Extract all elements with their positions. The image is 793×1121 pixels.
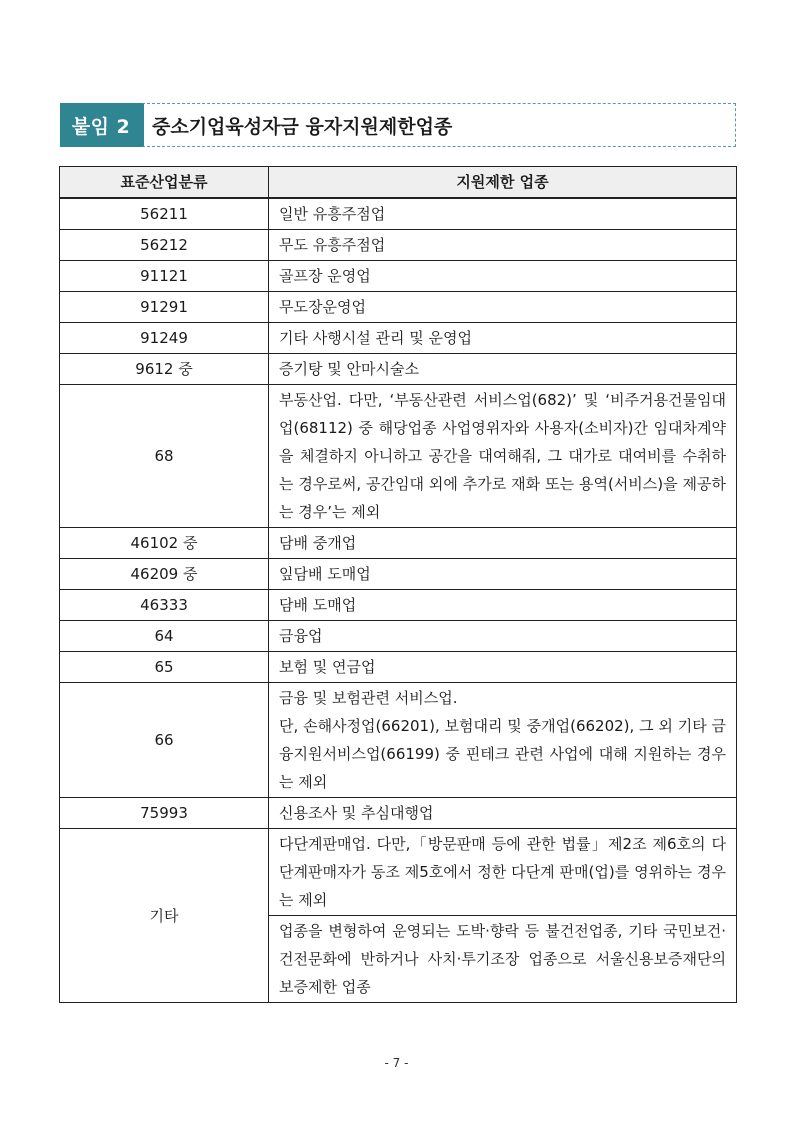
industry-description-line: 금융 및 보험관련 서비스업. (279, 688, 458, 707)
table-header-row (60, 167, 737, 198)
industry-description: 부동산업. 다만, ‘부동산관련 서비스업(682)’ 및 ‘비주거용건물임대업(68112) 중 해당업종 사업영위자와 사용자(소비자)간 임대차계약을 체결하지 아니하고 공간을 대여해줘, 그 대가로 대여비를 수취하는 경우로써, 공간임대 외에 추가로 재화 또는 용역(서비스)을 제공하는 경우’는 제외 (269, 384, 737, 527)
table-row (60, 384, 737, 527)
industry-description: 골프장 운영업 (269, 260, 737, 291)
industry-code: 91291 (60, 291, 269, 322)
table-row (60, 651, 737, 682)
industry-description: 증기탕 및 안마시술소 (269, 353, 737, 384)
table-row (60, 620, 737, 651)
industry-code: 56212 (60, 229, 269, 260)
industry-code: 기타 (60, 828, 269, 1002)
industry-description: 담배 중개업 (269, 527, 737, 558)
table-row (60, 589, 737, 620)
industry-description: 담배 도매업 (269, 589, 737, 620)
table-row (60, 353, 737, 384)
table-row (60, 322, 737, 353)
page-number: - 7 - (384, 1056, 409, 1070)
table-row (60, 558, 737, 589)
industry-code: 9612 중 (60, 353, 269, 384)
restricted-industries-table (59, 166, 737, 1003)
industry-code: 56211 (60, 198, 269, 230)
industry-description: 업종을 변형하여 운영되는 도박·향락 등 불건전업종, 기타 국민보건·건전문화에 반하거나 사치·투기조장 업종으로 서울신용보증재단의 보증제한 업종 (269, 915, 737, 1002)
attachment-title: 중소기업육성자금 융자지원제한업종 (142, 103, 736, 147)
industry-description: 기타 사행시설 관리 및 운영업 (269, 322, 737, 353)
industry-description-exception: 단, 손해사정업(66201), 보험대리 및 중개업(66202), 그 외 기타 금융지원서비스업(66199) 중 핀테크 관련 사업에 대해 지원하는 경우는 제외 (279, 716, 726, 791)
table-row (60, 527, 737, 558)
industry-code: 64 (60, 620, 269, 651)
industry-description: 일반 유흥주점업 (269, 198, 737, 230)
industry-description: 잎담배 도매업 (269, 558, 737, 589)
industry-description: 무도장운영업 (269, 291, 737, 322)
attachment-header (60, 103, 736, 147)
industry-code: 46209 중 (60, 558, 269, 589)
attachment-badge: 붙임 2 (60, 103, 142, 147)
industry-code: 91121 (60, 260, 269, 291)
industry-description: 무도 유흥주점업 (269, 229, 737, 260)
column-header-code: 표준산업분류 (60, 167, 269, 198)
industry-description: 다단계판매업. 다만,「방문판매 등에 관한 법률」제2조 제6호의 다단계판매자가 동조 제5호에서 정한 다단계 판매(업)를 영위하는 경우는 제외 (269, 828, 737, 915)
industry-code: 46333 (60, 589, 269, 620)
industry-code: 75993 (60, 797, 269, 828)
table-row (60, 198, 737, 230)
table-row (60, 828, 737, 915)
table-row (60, 682, 737, 797)
industry-code: 68 (60, 384, 269, 527)
industry-code: 65 (60, 651, 269, 682)
table-row (60, 291, 737, 322)
table-row (60, 797, 737, 828)
table-row (60, 260, 737, 291)
table-row (60, 229, 737, 260)
industry-code: 46102 중 (60, 527, 269, 558)
industry-code: 91249 (60, 322, 269, 353)
industry-description: 보험 및 연금업 (269, 651, 737, 682)
industry-description (269, 682, 737, 797)
industry-description: 신용조사 및 추심대행업 (269, 797, 737, 828)
column-header-industry: 지원제한 업종 (269, 167, 737, 198)
industry-code: 66 (60, 682, 269, 797)
industry-description: 금융업 (269, 620, 737, 651)
